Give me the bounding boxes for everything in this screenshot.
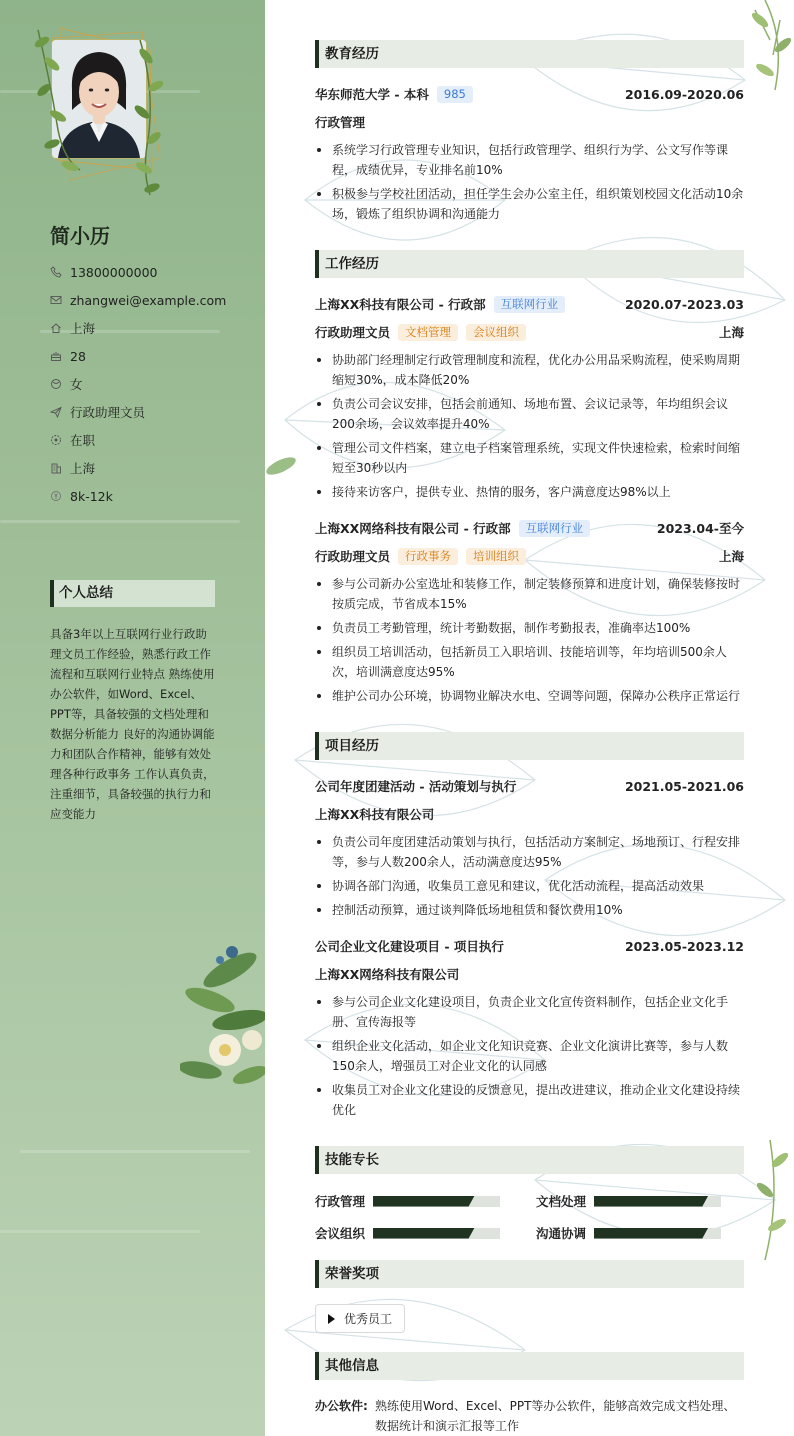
education-major-row bbox=[315, 112, 744, 132]
project-name: 公司企业文化建设项目 - 项目执行 bbox=[315, 939, 504, 954]
other-info-row bbox=[315, 1396, 744, 1436]
skill-tag: 行政事务 bbox=[398, 548, 458, 565]
project-period: 2023.05-2023.12 bbox=[624, 938, 744, 954]
skill-name: 沟通协调 bbox=[536, 1226, 587, 1241]
send-icon bbox=[50, 406, 62, 418]
info-city bbox=[50, 454, 250, 482]
project-org-row bbox=[315, 964, 744, 984]
skill-bar-fill bbox=[373, 1228, 475, 1239]
list-item: 参与公司新办公室选址和装修工作，制定装修预算和进度计划，确保装修按时按质完成，节省成本15% bbox=[315, 574, 744, 614]
play-icon bbox=[328, 1314, 335, 1324]
job-header bbox=[315, 518, 744, 538]
project-org-row bbox=[315, 804, 744, 824]
honors-section-title: 荣誉奖项 bbox=[315, 1260, 744, 1288]
list-item: 组织企业文化活动，如企业文化知识竞赛、企业文化演讲比赛等，参与人数150余人，增强员工对企业文化的认同感 bbox=[315, 1036, 744, 1076]
status-icon bbox=[50, 434, 62, 446]
job-role: 行政助理文员 bbox=[315, 325, 391, 340]
list-item: 控制活动预算，通过谈判降低场地租赁和餐饮费用10% bbox=[315, 900, 744, 920]
education-major: 行政管理 bbox=[315, 115, 366, 130]
job-city: 上海 bbox=[718, 549, 744, 564]
skill-tag: 文档管理 bbox=[398, 324, 458, 341]
email-value: zhangwei@example.com bbox=[70, 292, 227, 308]
job-header bbox=[315, 294, 744, 314]
home-icon bbox=[50, 322, 62, 334]
skill-bar bbox=[373, 1196, 500, 1207]
phone-icon bbox=[50, 266, 62, 278]
skill-item bbox=[315, 1224, 500, 1242]
bg-streak bbox=[20, 1150, 250, 1153]
sidebar bbox=[0, 0, 265, 1436]
info-email bbox=[50, 286, 250, 314]
summary-section-title: 个人总结 bbox=[50, 580, 215, 607]
skill-bar-fill bbox=[373, 1196, 475, 1207]
project-org: 上海XX网络科技有限公司 bbox=[315, 967, 460, 982]
location-value: 上海 bbox=[70, 321, 96, 336]
skill-bar-fill bbox=[594, 1228, 708, 1239]
age-value: 28 bbox=[70, 348, 86, 364]
info-phone bbox=[50, 258, 250, 286]
info-gender bbox=[50, 370, 250, 398]
project-name: 公司年度团建活动 - 活动策划与执行 bbox=[315, 779, 517, 794]
education-section-title: 教育经历 bbox=[315, 40, 744, 68]
salary-icon bbox=[50, 490, 62, 502]
skill-item bbox=[536, 1192, 721, 1210]
job-role-row bbox=[315, 546, 744, 566]
work-section-title: 工作经历 bbox=[315, 250, 744, 278]
skill-bar-fill bbox=[594, 1196, 708, 1207]
project-header bbox=[315, 936, 744, 956]
building-icon bbox=[50, 462, 62, 474]
list-item: 协调各部门沟通，收集员工意见和建议，优化活动流程，提高活动效果 bbox=[315, 876, 744, 896]
education-period: 2016.09-2020.06 bbox=[624, 86, 744, 102]
list-item: 接待来访客户，提供专业、热情的服务，客户满意度达98%以上 bbox=[315, 482, 744, 502]
school-tag: 985 bbox=[437, 86, 473, 103]
info-age bbox=[50, 342, 250, 370]
status-value: 在职 bbox=[70, 433, 96, 448]
award-item[interactable] bbox=[315, 1304, 405, 1333]
gender-icon bbox=[50, 378, 62, 390]
summary-text: 具备3年以上互联网行业行政助理文员工作经验，熟悉行政工作流程和互联网行业特点 熟练使用办公软件，如Word、Excel、PPT等，具备较强的文档处理和数据分析能力 良好的沟通协调能力和团队合作精神，能够有效处理各种行政事务 工作认真负责，注重细节，具备较强的执行力和应变能力 bbox=[50, 627, 215, 821]
other-info-key: 办公软件: bbox=[315, 1399, 368, 1413]
phone-value: 13800000000 bbox=[70, 264, 158, 280]
job-company: 上海XX网络科技有限公司 - 行政部 bbox=[315, 521, 511, 536]
bg-streak bbox=[0, 520, 240, 523]
avatar-decoration bbox=[30, 20, 170, 200]
list-item: 管理公司文件档案，建立电子档案管理系统，实现文件快速检索，检索时间缩短至30秒以内 bbox=[315, 438, 744, 478]
leaf-vine-icon bbox=[30, 20, 170, 200]
other-section-title: 其他信息 bbox=[315, 1352, 744, 1380]
salary-value: 8k-12k bbox=[70, 488, 113, 504]
main-content bbox=[265, 0, 794, 1436]
job-period: 2023.04-至今 bbox=[656, 521, 744, 536]
skill-name: 行政管理 bbox=[315, 1194, 366, 1209]
skills-section-title: 技能专长 bbox=[315, 1146, 744, 1174]
skill-name: 文档处理 bbox=[536, 1194, 587, 1209]
list-item: 负责公司会议安排，包括会前通知、场地布置、会议记录等，年均组织会议200余场，会议效率提升40% bbox=[315, 394, 744, 434]
list-item: 维护公司办公环境，协调物业解决水电、空调等问题，保障办公秩序正常运行 bbox=[315, 686, 744, 706]
skill-bar bbox=[373, 1228, 500, 1239]
contact-info-list bbox=[50, 258, 250, 510]
job-role-row bbox=[315, 322, 744, 342]
list-item: 负责员工考勤管理，统计考勤数据，制作考勤报表，准确率达100% bbox=[315, 618, 744, 638]
info-salary bbox=[50, 482, 250, 510]
list-item: 参与公司企业文化建设项目，负责企业文化宣传资料制作，包括企业文化手册、宣传海报等 bbox=[315, 992, 744, 1032]
project-period: 2021.05-2021.06 bbox=[624, 778, 744, 794]
city-value: 上海 bbox=[70, 461, 96, 476]
job-period: 2020.07-2023.03 bbox=[624, 296, 744, 312]
skill-item bbox=[536, 1224, 721, 1242]
profile-name: 简小历 bbox=[50, 224, 110, 248]
age-icon bbox=[50, 350, 62, 362]
mail-icon bbox=[50, 294, 62, 306]
projects-section-title: 项目经历 bbox=[315, 732, 744, 760]
award-label: 优秀员工 bbox=[344, 1312, 393, 1326]
other-info-value: 熟练使用Word、Excel、PPT等办公软件，能够高效完成文档处理、数据统计和演示汇报等工作 bbox=[375, 1399, 736, 1433]
list-item: 系统学习行政管理专业知识，包括行政管理学、组织行为学、公文写作等课程，成绩优异，专业排名前10% bbox=[315, 140, 744, 180]
info-status bbox=[50, 426, 250, 454]
flower-decoration-icon bbox=[180, 930, 265, 1090]
list-item: 协助部门经理制定行政管理制度和流程，优化办公用品采购流程，使采购周期缩短30%，成本降低20% bbox=[315, 350, 744, 390]
bg-streak bbox=[0, 1230, 200, 1233]
gender-value: 女 bbox=[70, 377, 83, 392]
project-header bbox=[315, 776, 744, 796]
list-item: 组织员工培训活动，包括新员工入职培训、技能培训等，年均培训500余人次，培训满意度达95% bbox=[315, 642, 744, 682]
industry-tag: 互联网行业 bbox=[494, 296, 566, 313]
skill-bar bbox=[594, 1196, 721, 1207]
list-item: 收集员工对企业文化建设的反馈意见，提出改进建议，推动企业文化建设持续优化 bbox=[315, 1080, 744, 1120]
job-role: 行政助理文员 bbox=[315, 549, 391, 564]
school-name: 华东师范大学 - 本科 bbox=[315, 87, 429, 102]
skill-tag: 培训组织 bbox=[466, 548, 526, 565]
info-location bbox=[50, 314, 250, 342]
list-item: 负责公司年度团建活动策划与执行，包括活动方案制定、场地预订、行程安排等，参与人数200余人，活动满意度达95% bbox=[315, 832, 744, 872]
job-company: 上海XX科技有限公司 - 行政部 bbox=[315, 297, 486, 312]
job-city: 上海 bbox=[718, 325, 744, 340]
skill-bar bbox=[594, 1228, 721, 1239]
list-item: 积极参与学校社团活动，担任学生会办公室主任，组织策划校园文化活动10余场，锻炼了组织协调和沟通能力 bbox=[315, 184, 744, 224]
position-value: 行政助理文员 bbox=[70, 405, 146, 420]
industry-tag: 互联网行业 bbox=[519, 520, 591, 537]
project-org: 上海XX科技有限公司 bbox=[315, 807, 435, 822]
info-position bbox=[50, 398, 250, 426]
skill-name: 会议组织 bbox=[315, 1226, 366, 1241]
skill-tag: 会议组织 bbox=[466, 324, 526, 341]
skill-item bbox=[315, 1192, 500, 1210]
education-header bbox=[315, 84, 744, 104]
